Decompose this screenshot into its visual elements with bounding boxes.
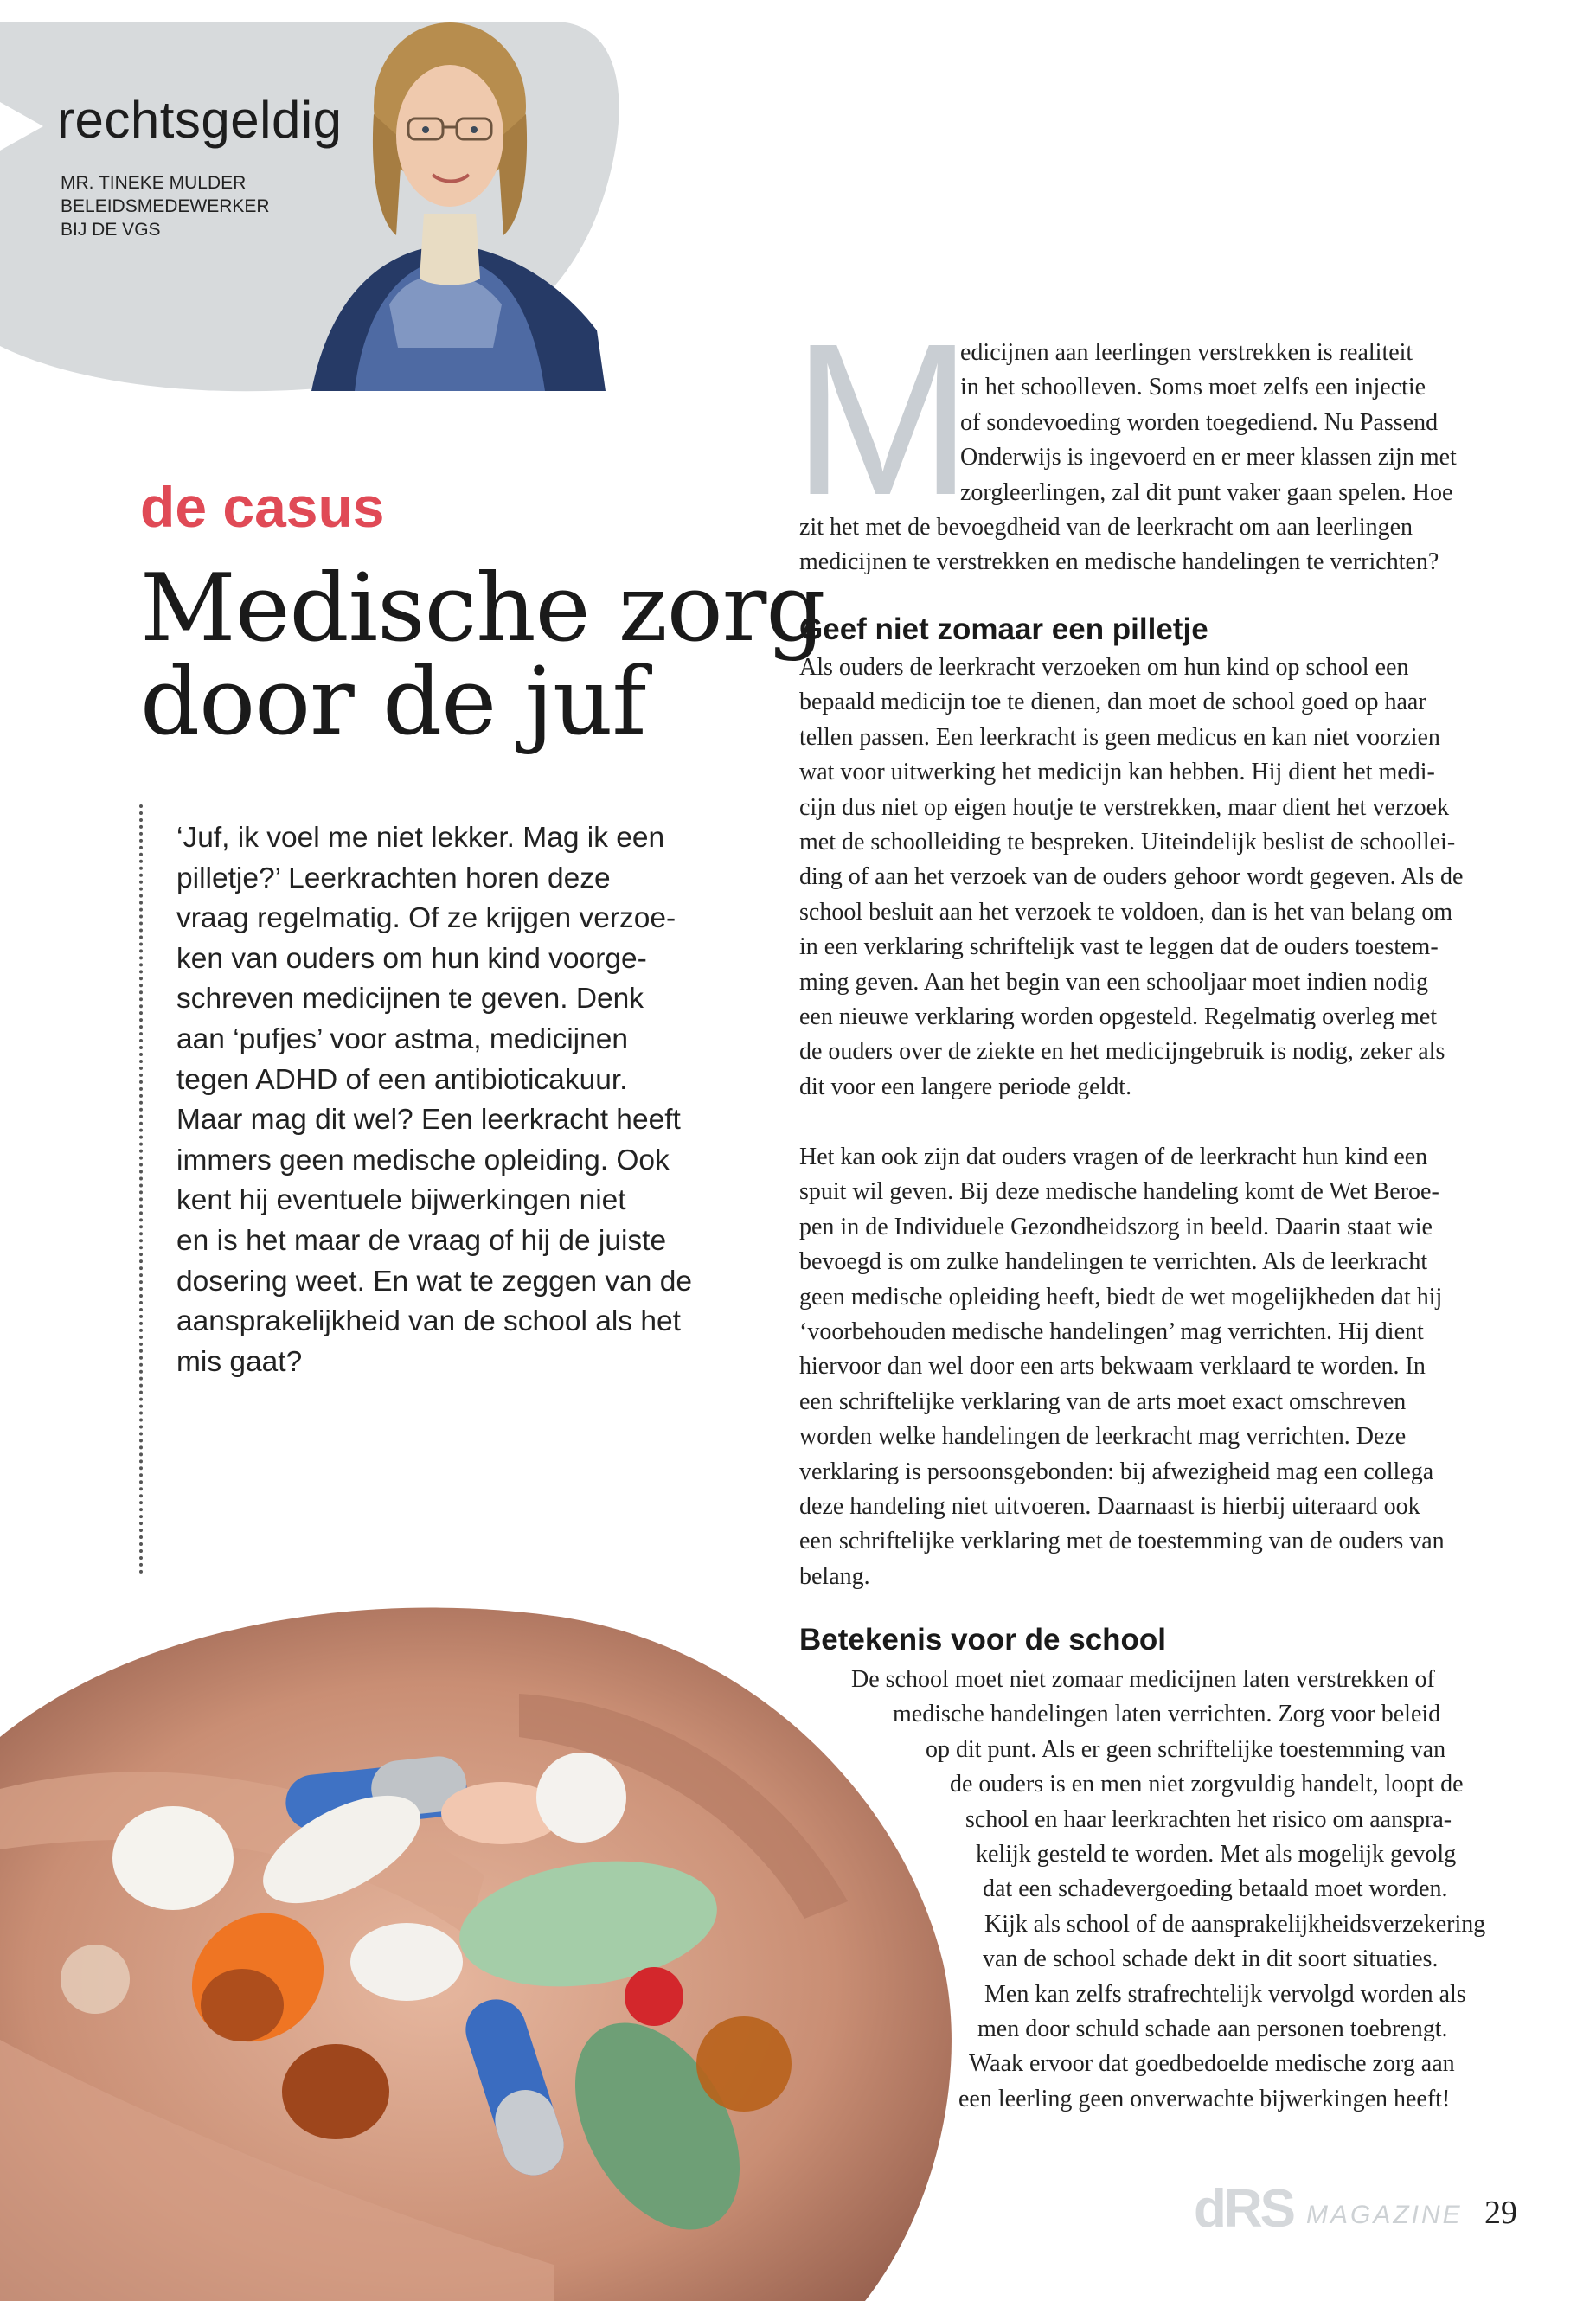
intro-line: dosering weet. En wat te zeggen van de (176, 1265, 692, 1298)
body-line: wat voor uitwerking het medicijn kan hebben. Hij dient het medi- (799, 759, 1435, 786)
body-line: de ouders is en men niet zorgvuldig handelt, loopt de (950, 1771, 1464, 1798)
intro-line: en is het maar de vraag of hij de juiste (176, 1224, 667, 1257)
body-line: een leerling geen onverwachte bijwerkingen heeft! (958, 2085, 1451, 2112)
body-line: cijn dus niet op eigen houtje te verstrekken, maar dient het verzoek (799, 793, 1450, 821)
author-byline (61, 171, 270, 241)
lead-line: zorgleerlingen, zal dit punt vaker gaan spelen. Hoe (960, 478, 1453, 506)
lead-paragraph-bottom (799, 510, 1439, 580)
lead-line: in het schoolleven. Soms moet zelfs een injectie (960, 374, 1426, 401)
body-line: een schriftelijke verklaring met de toestemming van de ouders van (799, 1528, 1445, 1555)
intro-line: aan ‘pufjes’ voor astma, medicijnen (176, 1022, 628, 1055)
intro-line: schreven medicijnen te geven. Denk (176, 983, 644, 1016)
body-line: deze handeling niet uitvoeren. Daarnaast is hierbij uiteraard ook (799, 1493, 1420, 1521)
body-line: van de school schade dekt in dit soort situaties. (983, 1945, 1439, 1973)
body-line: geen medische opleiding heeft, biedt de wet mogelijkheden dat hij (799, 1283, 1443, 1311)
body-line: tellen passen. Een leerkracht is geen medicus en kan niet voorzien (799, 723, 1440, 751)
body-line: pen in de Individuele Gezondheidszorg in beeld. Daarin staat wie (799, 1213, 1433, 1240)
body-line: verklaring is persoonsgebonden: bij afwezigheid mag een collega (799, 1458, 1434, 1485)
lead-line: zit het met de bevoegdheid van de leerkracht om aan leerlingen (799, 514, 1413, 541)
dropcap: M (792, 298, 973, 540)
lead-line: Onderwijs is ingevoerd en er meer klassen zijn met (960, 444, 1457, 471)
byline-line: BELEIDSMEDEWERKER (61, 196, 270, 216)
body-line: Het kan ook zijn dat ouders vragen of de leerkracht hun kind een (799, 1144, 1428, 1170)
body-line: De school moet niet zomaar medicijnen laten verstrekken of (851, 1666, 1435, 1693)
intro-line: tegen ADHD of een antibioticakuur. (176, 1063, 628, 1096)
lead-line: of sondevoeding worden toegediend. Nu Passend (960, 408, 1439, 436)
body-line: in een verklaring schriftelijk vast te leggen dat de ouders toestem- (799, 933, 1439, 961)
byline-line: BIJ DE VGS (61, 220, 161, 240)
section-heading: Geef niet zomaar een pilletje (799, 612, 1208, 646)
body-line: belang. (799, 1562, 870, 1590)
body-line: ding of aan het verzoek van de ouders gehoor wordt gegeven. Als de (799, 863, 1464, 891)
intro-line: Maar mag dit wel? Een leerkracht heeft (176, 1104, 681, 1137)
body-line: ‘voorbehouden medische handelingen’ mag verrichten. Hij dient (799, 1318, 1424, 1346)
body-line: een nieuwe verklaring worden opgesteld. Regelmatig overleg met (799, 1003, 1438, 1031)
body-line: hiervoor dan wel door een arts bekwaam verklaard te worden. In (799, 1353, 1426, 1381)
section-label: rechtsgeldig (57, 91, 343, 149)
body-line: op dit punt. Als er geen schriftelijke toestemming van (926, 1735, 1446, 1763)
pills-in-hand-photo (0, 1590, 960, 2301)
article-title (140, 554, 825, 756)
magazine-logo: dRS (1194, 2179, 1293, 2239)
body-line: bevoegd is om zulke handelingen te verrichten. Als de leerkracht (799, 1248, 1428, 1276)
author-portrait (294, 19, 606, 391)
intro-line: ken van ouders om hun kind voorge- (176, 942, 647, 975)
byline-line: MR. TINEKE MULDER (61, 173, 247, 193)
section1-paragraph (799, 651, 1463, 1105)
body-line: Kijk als school of de aansprakelijkheidsverzekering (984, 1910, 1486, 1938)
body-line: worden welke handelingen de leerkracht mag verrichten. Deze (799, 1423, 1407, 1451)
body-line: dit voor een langere periode geldt. (799, 1073, 1132, 1100)
body-line: kelijk gesteld te worden. Met als mogelijk gevolg (976, 1841, 1457, 1868)
body-line: school en haar leerkrachten het risico om aanspra- (965, 1805, 1452, 1833)
intro-line: vraag regelmatig. Of ze krijgen verzoe- (176, 902, 676, 935)
intro-line: aansprakelijkheid van de school als het (176, 1305, 681, 1338)
intro-line: pilletje?’ Leerkrachten horen deze (176, 862, 611, 894)
section-heading: Betekenis voor de school (799, 1623, 1167, 1657)
body-line: Men kan zelfs strafrechtelijk vervolgd worden als (984, 1980, 1466, 2008)
body-line: Als ouders de leerkracht verzoeken om hun kind op school een (799, 654, 1409, 681)
magazine-wordmark: MAGAZINE (1306, 2201, 1463, 2229)
lead-paragraph-top (960, 336, 1457, 510)
intro-line: ‘Juf, ik voel me niet lekker. Mag ik een (176, 822, 665, 854)
page-number: 29 (1484, 2195, 1517, 2231)
intro-line: mis gaat? (176, 1345, 303, 1378)
body-line: spuit wil geven. Bij deze medische handeling komt de Wet Beroe- (799, 1178, 1439, 1206)
body-line: Waak ervoor dat goedbedoelde medische zorg aan (969, 2050, 1455, 2078)
body-line: met de schoolleiding te bespreken. Uiteindelijk beslist de schoollei- (799, 829, 1456, 856)
body-line: men door schuld schade aan personen toebrengt. (977, 2016, 1448, 2043)
dotted-rule (139, 804, 143, 1574)
lead-line: medicijnen te verstrekken en medische handelingen te verrichten? (799, 548, 1439, 576)
body-line: bepaald medicijn toe te dienen, dan moet de school goed op haar (799, 689, 1426, 716)
body-line: medische handelingen laten verrichten. Zorg voor beleid (893, 1701, 1441, 1728)
lead-line: edicijnen aan leerlingen verstrekken is realiteit (960, 339, 1413, 366)
kicker: de casus (140, 475, 385, 539)
body-line: de ouders over de ziekte en het medicijngebruik is nodig, zeker als (799, 1038, 1445, 1066)
body-line: school besluit aan het verzoek te voldoen, dan is het van belang om (799, 898, 1453, 926)
section-arrow-icon (0, 102, 43, 151)
section1-paragraph-2 (799, 1140, 1445, 1594)
title-line: Medische zorg (140, 554, 825, 663)
intro-line: immers geen medische opleiding. Ook (176, 1144, 670, 1176)
intro-paragraph (176, 818, 713, 1382)
body-line: ming geven. Aan het begin van een schooljaar moet indien nodig (799, 968, 1429, 996)
intro-line: kent hij eventuele bijwerkingen niet (176, 1184, 626, 1217)
title-line: door de juf (140, 648, 646, 756)
body-line: dat een schadevergoeding betaald moet worden. (983, 1875, 1448, 1903)
body-line: een schriftelijke verklaring van de arts moet exact omschreven (799, 1388, 1407, 1415)
